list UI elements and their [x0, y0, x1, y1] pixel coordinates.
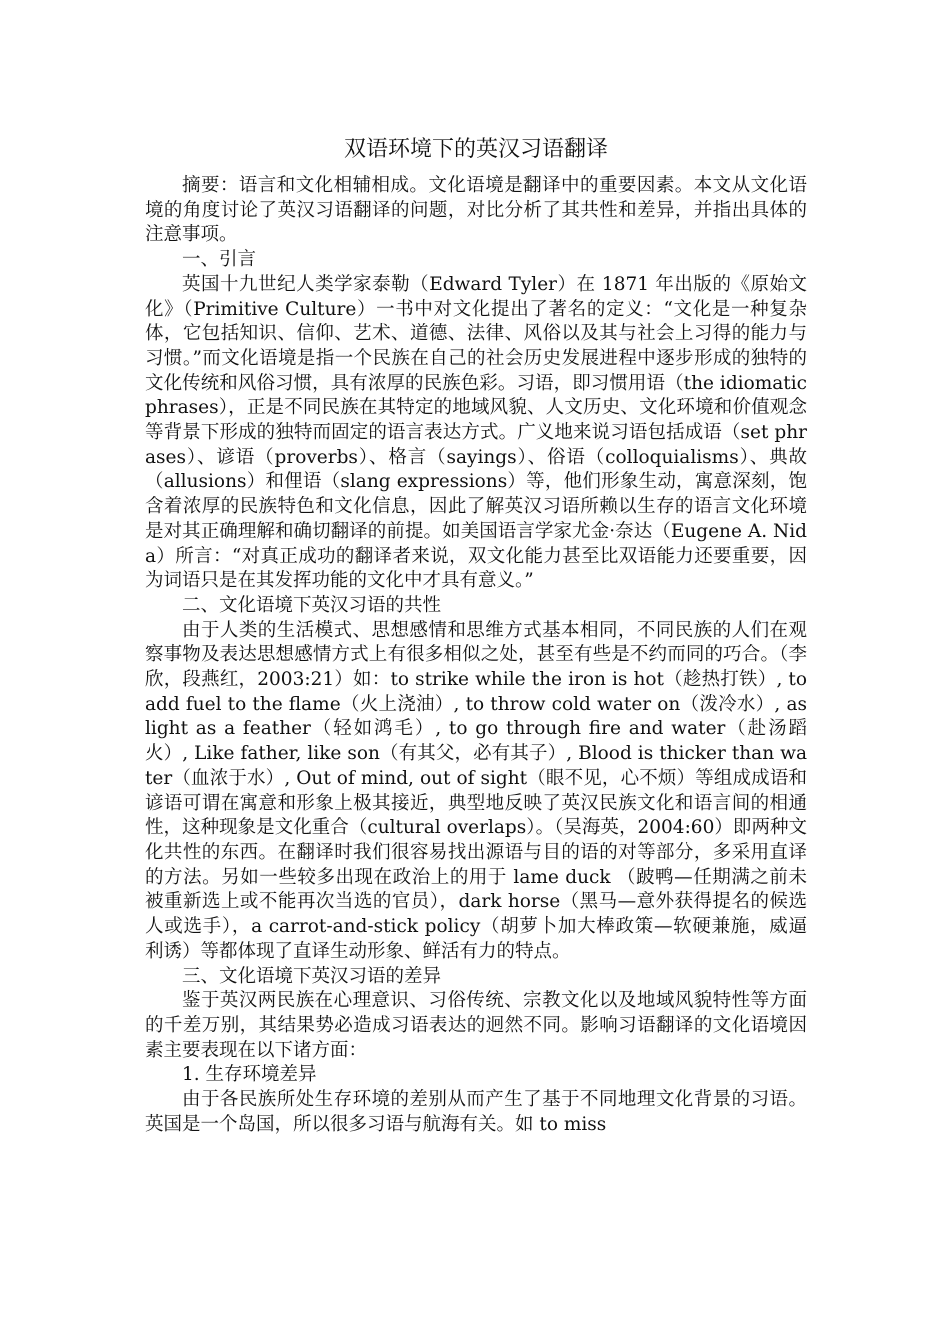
environment-paragraph: 由于各民族所处生存环境的差别从而产生了基于不同地理文化背景的习语。英国是一个岛国，所以很多习语与航海有关。如 to miss — [145, 1089, 807, 1135]
document-page — [145, 136, 807, 1137]
differences-paragraph: 鉴于英汉两民族在心理意识、习俗传统、宗教文化以及地域风貌特性等方面的千差万别，其结果势必造成习语表达的迥然不同。影响习语翻译的文化语境因素主要表现在以下诸方面： — [145, 990, 807, 1061]
commonality-paragraph: 由于人类的生活模式、思想感情和思维方式基本相同，不同民族的人们在观察事物及表达思想感情方式上有很多相似之处，甚至有些是不约而同的巧合。（李欣，段燕红，2003:21）如：to strike while the iron is hot（趁热打铁）, to add fuel to the flame（火上浇油）, to throw cold water on（泼冷水）, as light as a feather（轻如鸿毛）, to go through fire and water（赴汤蹈火）, Like father, like son（有其父，必有其子）, Blood is thicker than water（血浓于水）, Out of mind, out of sight（眼不见，心不烦）等组成成语和谚语可谓在寓意和形象上极其接近，典型地反映了英汉民族文化和语言间的相通性，这种现象是文化重合（cultural overlaps）。（吴海英，2004:60）即两种文化共性的东西。在翻译时我们很容易找出源语与目的语的对等部分，多采用直译的方法。另如一些较多出现在政治上的用于 lame duck （跛鸭—任期满之前未被重新选上或不能再次当选的官员），dark horse（黑马—意外获得提名的候选人或选手），a carrot-and-stick policy（胡萝卜加大棒政策—软硬兼施，威逼利诱）等都体现了直译生动形象、鲜活有力的特点。 — [145, 619, 807, 962]
subsection-heading-environment: 1. 生存环境差异 — [182, 1064, 317, 1086]
introduction-paragraph: 英国十九世纪人类学家泰勒（Edward Tyler）在 1871 年出版的《原始文化》（Primitive Culture）一书中对文化提出了著名的定义：“文化是一种复杂体，它包括知识、信仰、艺术、道德、法律、风俗以及其与社会上习得的能力与习惯。”而文化语境是指一个民族在自己的社会历史发展进程中逐步形成的独特的文化传统和风俗习惯，具有浓厚的民族色彩。习语，即习惯用语（the idiomatic phrases），正是不同民族在其特定的地域风貌、人文历史、文化环境和价值观念等背景下形成的独特而固定的语言表达方式。广义地来说习语包括成语（set phrases）、谚语（proverbs）、格言（sayings）、俗语（colloquialisms）、典故（allusions）和俚语（slang expressions）等，他们形象生动，寓意深刻，饱含着浓厚的民族特色和文化信息，因此了解英汉习语所赖以生存的语言文化环境是对其正确理解和确切翻译的前提。如美国语言学家尤金·奈达（Eugene A. Nida）所言：“对真正成功的翻译者来说，双文化能力甚至比双语能力还要重要，因为词语只是在其发挥功能的文化中才具有意义。” — [145, 273, 807, 592]
abstract-paragraph: 摘要：语言和文化相辅相成。文化语境是翻译中的重要因素。本文从文化语境的角度讨论了英汉习语翻译的问题，对比分析了其共性和差异，并指出具体的注意事项。 — [145, 175, 807, 246]
section-heading-commonality: 二、文化语境下英汉习语的共性 — [182, 594, 442, 616]
document-title: 双语环境下的英汉习语翻译 — [343, 137, 608, 162]
section-heading-differences: 三、文化语境下英汉习语的差异 — [182, 965, 442, 987]
section-heading-introduction: 一、引言 — [182, 249, 257, 271]
